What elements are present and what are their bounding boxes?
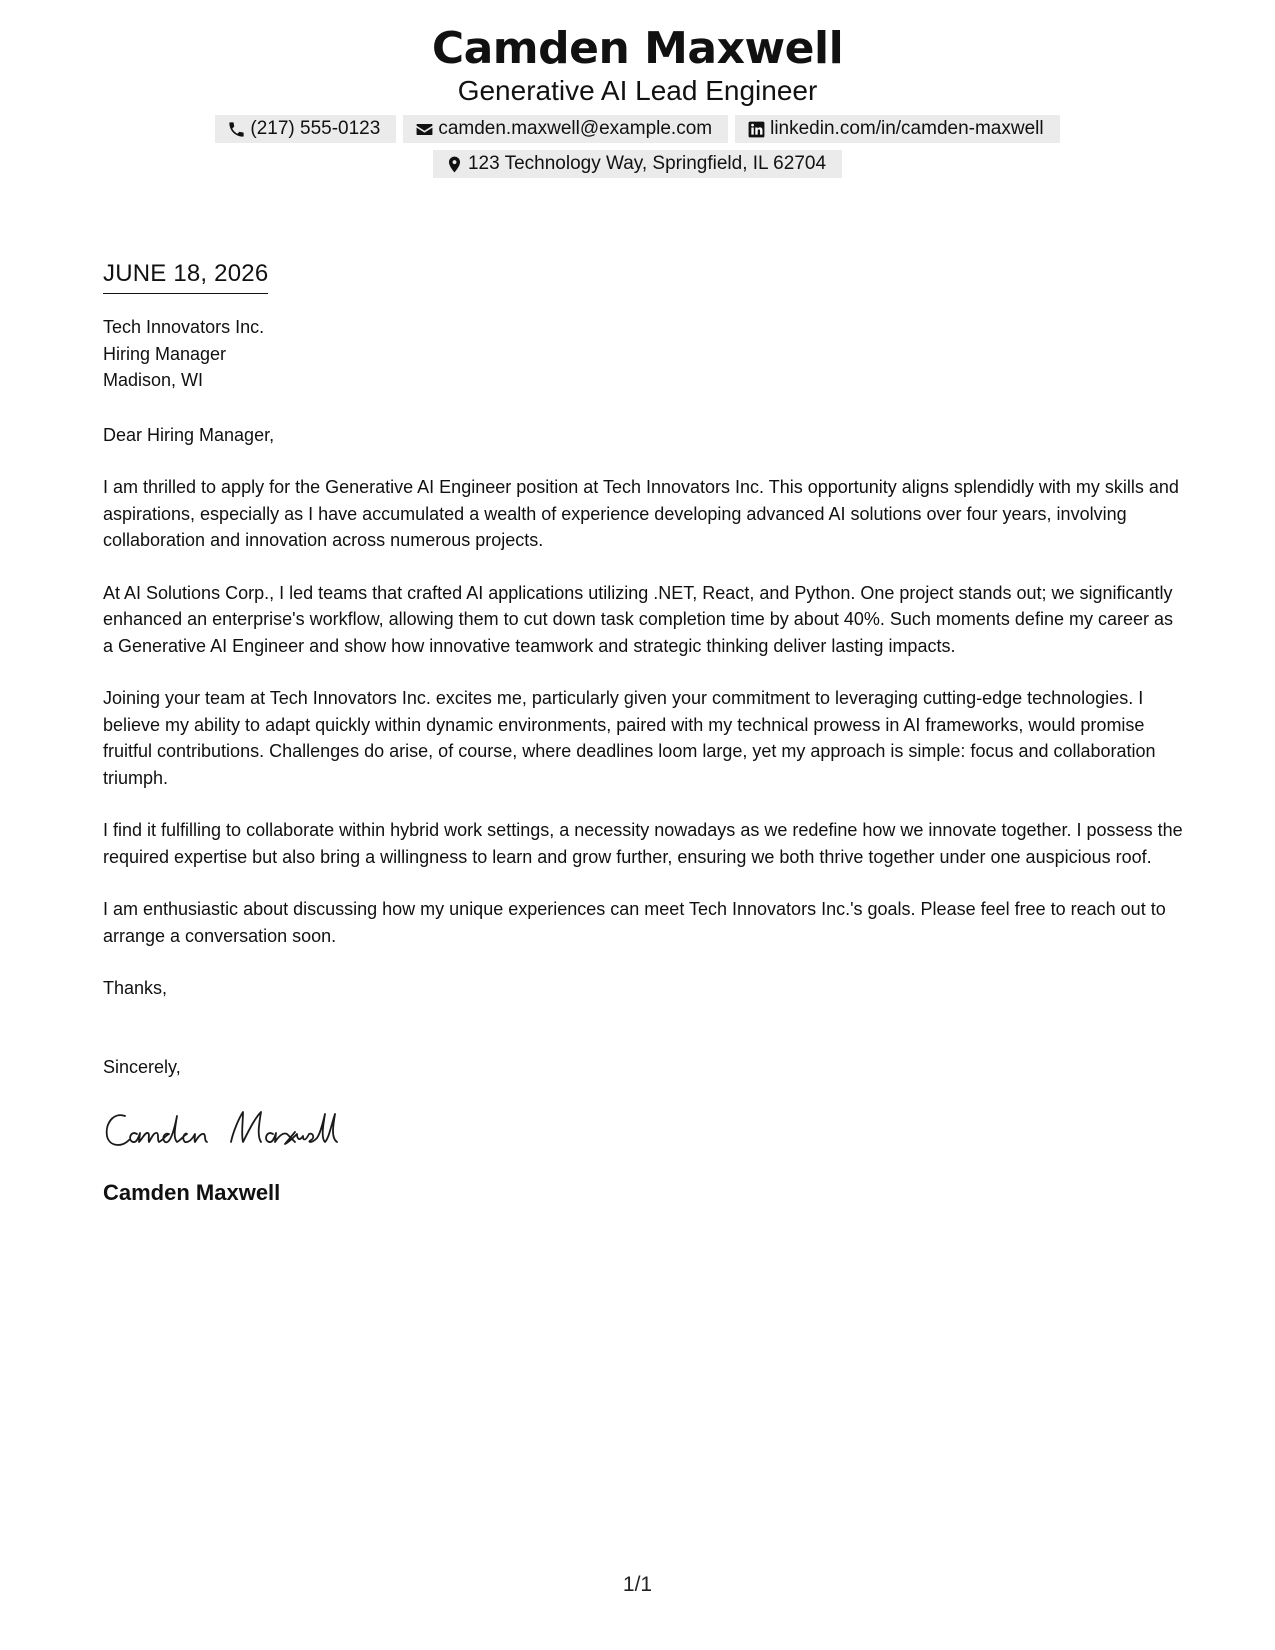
salutation: Dear Hiring Manager, <box>103 424 275 445</box>
contact-address <box>433 150 842 178</box>
contact-email-text: camden.maxwell@example.com <box>438 118 713 139</box>
contact-linkedin <box>735 115 1060 143</box>
contact-row-primary <box>0 115 1275 143</box>
handwritten-signature <box>103 1102 1183 1162</box>
recipient-role: Hiring Manager <box>103 343 227 364</box>
applicant-title: Generative AI Lead Engineer <box>457 75 818 106</box>
phone-icon <box>227 120 246 139</box>
recipient-location: Madison, WI <box>103 370 204 390</box>
contact-phone <box>215 115 396 143</box>
applicant-name: Camden Maxwell <box>431 23 844 74</box>
letter-header <box>0 22 1275 178</box>
letter-date: JUNE 18, 2026 <box>103 258 268 294</box>
closing-sign-off: Sincerely, <box>103 1056 181 1077</box>
closing-thanks: Thanks, <box>103 978 168 998</box>
contact-email <box>403 115 728 143</box>
paragraph: I am thrilled to apply for the Generative AI Engineer position at Tech Innovators Inc. This opportunity aligns splendidly with my skills and aspirations, especially as I have accumulated a wealth of experience developing advanced AI solutions over four years, involving collaboration and innovation across numerous projects. <box>103 477 1179 550</box>
paragraph: I am enthusiastic about discussing how my unique experiences can meet Tech Innovators Inc.'s goals. Please feel free to reach out to arrange a conversation soon. <box>103 899 1166 946</box>
contact-address-text: 123 Technology Way, Springfield, IL 62704 <box>467 153 827 174</box>
letter-body <box>103 258 1183 1208</box>
contact-row-secondary <box>0 150 1275 178</box>
contact-phone-text: (217) 555-0123 <box>250 118 381 139</box>
map-pin-icon <box>445 155 464 174</box>
recipient-company: Tech Innovators Inc. <box>103 317 265 337</box>
recipient-block <box>103 314 1183 394</box>
paragraph: At AI Solutions Corp., I led teams that crafted AI applications utilizing .NET, React, and Python. One project stands out; we significantly enhanced an enterprise's workflow, allowing them to cut down task completion time by about 40%. Such moments define my career as a Generative AI Engineer and show how innovative teamwork and strategic thinking deliver lasting impacts. <box>103 582 1173 656</box>
paragraph: Joining your team at Tech Innovators Inc. excites me, particularly given your commitment to leveraging cutting-edge technologies. I believe my ability to adapt quickly within dynamic environments, paired with my technical prowess in AI frameworks, would promise fruitful contributions. Challenges do arise, of course, where deadlines loom large, yet my approach is simple: focus and collaboration triumph. <box>103 688 1156 788</box>
linkedin-icon <box>747 120 766 139</box>
contact-linkedin-text: linkedin.com/in/camden-maxwell <box>770 118 1044 139</box>
signer-name: Camden Maxwell <box>103 1180 281 1205</box>
envelope-icon <box>415 120 434 139</box>
signature-graphic <box>103 1102 373 1162</box>
paragraph: I find it fulfilling to collaborate within hybrid work settings, a necessity nowadays as we redefine how we innovate together. I possess the required expertise but also bring a willingness to learn and grow further, ensuring we both thrive together under one auspicious roof. <box>103 820 1183 867</box>
page-indicator: 1/1 <box>622 1573 653 1596</box>
